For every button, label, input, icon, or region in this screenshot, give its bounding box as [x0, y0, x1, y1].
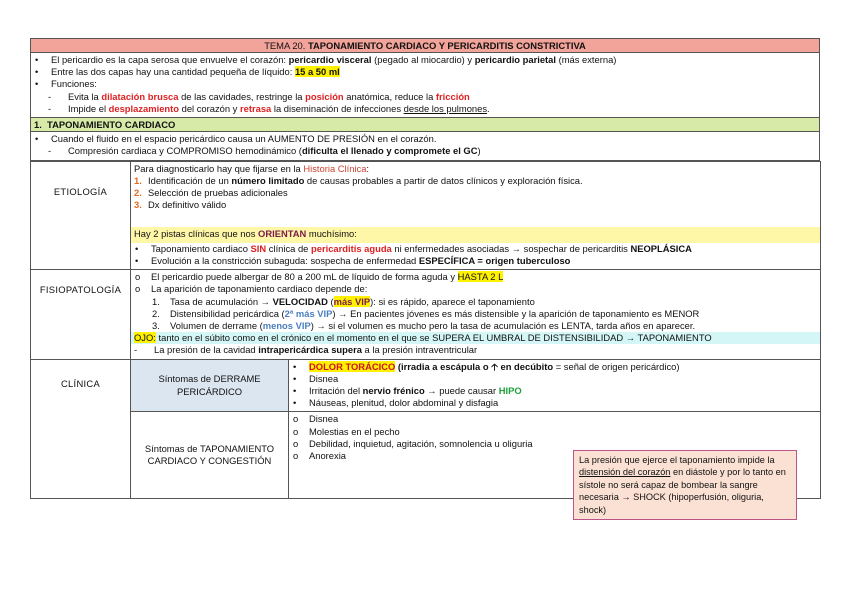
dash-icon: - [48, 90, 52, 102]
list-subitem: - Evita la dilatación brusca de las cavidades, restringe la posición anatómica, reduce la fricción [48, 90, 470, 102]
row-label-fisiopatologia: FISIOPATOLOGÍA [31, 270, 131, 360]
list-item: • Entre las dos capas hay una cantidad pequeña de líquido: 15 a 50 ml [35, 66, 340, 78]
callout-note: La presión que ejerce el taponamiento impide la distensión del corazón en diástole y por lo tanto en sístole no será capaz de bombear la sangre necesaria → SHOCK (hipoperfusión, oliguria, shock) [573, 450, 797, 520]
list-item: • Evolución a la constricción subaguda: sospecha de enfermedad ESPECÍFICA = origen tuberculoso [135, 254, 571, 266]
subcell-taponamiento: Síntomas de TAPONAMIENTO CARDIACO Y CONGESTIÓN [131, 412, 289, 499]
list-subitem: - Compresión cardiaca y COMPROMISO hemodinámico (dificulta el llenado y compromete el GC) [48, 145, 481, 157]
list-item: 1. Identificación de un número limitado de causas probables a partir de datos clínicos y exploración física. [134, 174, 583, 186]
list-item: • Funciones: [35, 78, 97, 90]
list-subitem: 2. Distensibilidad pericárdica (2ª más VIP) → En pacientes jóvenes es más distensible y la aparición de taponamiento es MENOR [152, 307, 700, 319]
list-subitem: - Impide el desplazamiento del corazón y retrasa la diseminación de infecciones desde los pulmones. [48, 102, 490, 114]
ojo-note: OJO: tanto en el súbito como en el crónico en el momento en el que se SUPERA EL UMBRAL DE DISTENSIBILIDAD → TAPONAMIENTO [131, 332, 820, 344]
list-item: o El pericardio puede albergar de 80 a 200 mL de líquido de forma aguda y HASTA 2 L [135, 271, 504, 283]
subcell-derrame: Síntomas de DERRAME PERICÁRDICO [131, 359, 289, 412]
table-row-fisiopatologia [31, 270, 821, 360]
pistas-heading: Hay 2 pistas clínicas que nos ORIENTAN muchísimo: [131, 227, 820, 242]
list-subitem: - La presión de la cavidad intrapericárdica supera a la presión intraventricular [134, 344, 478, 356]
list-item: • DOLOR TORÁCICO (irradia a escápula o 🡡 en decúbito = señal de origen pericárdico) [293, 360, 680, 372]
section-heading: 1. TAPONAMIENTO CARDIACO [30, 118, 820, 132]
list-item: 2. Selección de pruebas adicionales [134, 186, 288, 198]
bullet-icon: • [35, 78, 39, 90]
list-item: • Taponamiento cardiaco SIN clínica de pericarditis aguda ni enfermedades asociadas → sospechar de pericarditis NEOPLÁSICA [135, 242, 692, 254]
list-item: • Cuando el fluido en el espacio pericárdico causa un AUMENTO DE PRESIÓN en el corazón. [35, 133, 437, 145]
list-item: • Náuseas, plenitud, dolor abdominal y disfagia [293, 397, 499, 409]
list-item: • Disnea [293, 372, 339, 384]
dash-icon: - [48, 145, 52, 157]
row-label-etiologia: ETIOLOGÍA [31, 161, 131, 270]
bullet-icon: • [35, 133, 39, 145]
document-page [30, 38, 820, 499]
dash-icon: - [48, 102, 52, 114]
row-label-clinica: CLÍNICA [31, 359, 131, 499]
list-item: • Irritación del nervio frénico → puede causar HIPO [293, 385, 522, 397]
list-subitem: 1. Tasa de acumulación → VELOCIDAD (más VIP): si es rápido, aparece el taponamiento [152, 295, 535, 307]
list-item: 3. Dx definitivo válido [134, 199, 227, 211]
list-item: o Disnea [293, 413, 339, 425]
arrow-up-icon: 🡡 [491, 360, 498, 372]
list-item: o Debilidad, inquietud, agitación, somnolencia u oliguria [293, 437, 533, 449]
list-subitem: 3. Volumen de derrame (menos VIP) → si el volumen es mucho pero la tasa de acumulación es LENTA, tarda años en aparecer. [152, 319, 696, 331]
bullet-icon: • [35, 66, 39, 78]
bullet-icon: • [35, 54, 39, 65]
list-item: o La aparición de taponamiento cardiaco depende de: [135, 283, 368, 295]
list-item: • El pericardio es la capa serosa que envuelve el corazón: pericardio visceral (pegado al miocardio) y pericardio parietal (más externa) [35, 54, 617, 65]
section1-block [30, 132, 820, 160]
intro-block [30, 53, 820, 118]
list-item: o Anorexia [293, 450, 347, 462]
list-item: o Molestias en el pecho [293, 425, 400, 437]
page-title: TEMA 20. TAPONAMIENTO CARDIACO Y PERICARDITIS CONSTRICTIVA [30, 38, 820, 53]
table-row-etiologia: ETIOLOGÍA Para diagnosticarlo hay que fijarse en la Historia Clínica: 1. Identificación de un número limitado de causas probables a partir de datos clínicos y exploración física. 2. Selección de pruebas adicionales 3. Dx definitivo válido Hay 2 pistas clínicas que nos ORIENTAN muchísimo: • Taponamiento cardiaco SIN clínica de pericarditis aguda ni enfermedades asociadas → sospechar de pericarditis NEOPLÁSICA • Evolución a la constricción subaguda: sospecha de enfermedad ESPECÍFICA = origen tuberculoso [31, 161, 821, 270]
main-table [30, 161, 821, 500]
table-row-clinica-derrame [31, 359, 821, 412]
